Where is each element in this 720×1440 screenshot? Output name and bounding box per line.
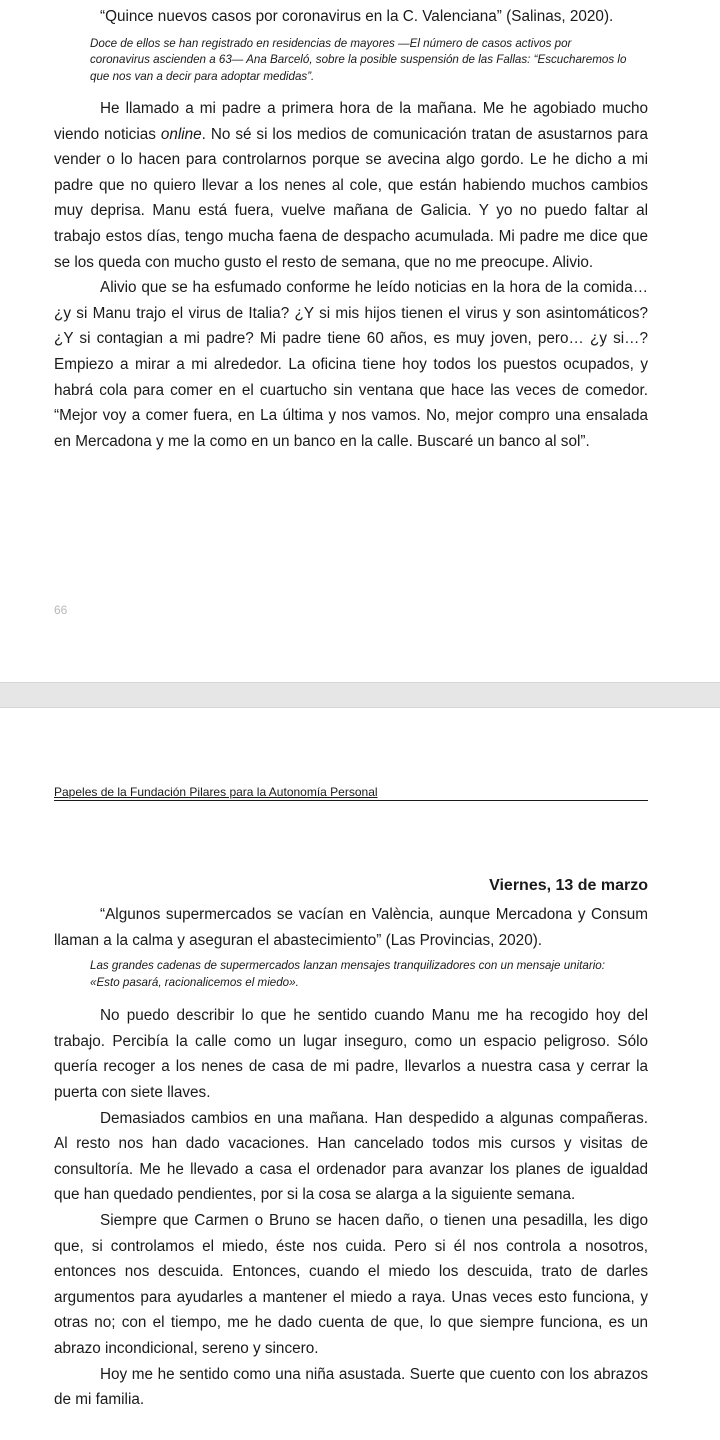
paragraph-text: He llamado a mi padre a primera hora de la mañana. Me he agobiado mucho viendo noticias — [54, 100, 648, 143]
document-page-67 — [0, 708, 720, 1440]
page-67-content — [54, 874, 648, 1413]
running-header — [54, 785, 648, 801]
paragraph-text: . No sé si los medios de comunicación tratan de asustarnos para vender o lo hacen para controlarnos porque se avecina algo gordo. Le he dicho a mi padre que no quiero llevar a los nenes al cole, que están habiendo muchos cambios muy deprisa. Manu está fuera, vuelve mañana de Galicia. Y yo no puedo faltar al trabajo estos días, tengo mucha faena de despacho acumulada. Mi padre me dice que se los queda con mucho gusto el resto de semana, que no me preocupe. Alivio. — [54, 125, 648, 271]
diary-paragraph — [54, 96, 648, 275]
page-separator — [0, 682, 720, 708]
diary-paragraph: Alivio que se ha esfumado conforme he leído noticias en la hora de la comida… ¿y si Manu trajo el virus de Italia? ¿Y si mis hijos tienen el virus y son asintomáticos? ¿Y si contagian a mi padre? Mi padre tiene 60 años, es muy joven, pero… ¿y si…? Empiezo a mirar a mi alrededor. La oficina tiene hoy todos los puestos ocupados, y habrá cola para comer en el cuartucho sin ventana que hace las veces de comedor. “Mejor voy a comer fuera, en La última y nos vamos. No, mejor compro una ensalada en Mercadona y me la como en un banco en la calle. Buscaré un banco al sol”. — [54, 279, 648, 450]
document-page-66 — [0, 0, 720, 682]
page-number: 66 — [54, 603, 68, 617]
news-headline-quote: “Quince nuevos casos por coronavirus en la C. Valenciana” (Salinas, 2020). — [100, 8, 614, 25]
news-excerpt: Doce de ellos se han registrado en residencias de mayores —El número de casos activos por coronavirus ascienden a 63— Ana Barceló, sobre la posible suspensión de las Fallas: “Escucharemos lo que nos van a decir para adoptar medidas”. — [90, 36, 627, 83]
diary-paragraph: Demasiados cambios en una mañana. Han despedido a algunas compañeras. Al resto nos han dado vacaciones. Han cancelado todos mis cursos y visitas de consultoría. Me he llevado a casa el ordenador para avanzar los planes de igualdad que han quedado pendientes, por si la cosa se alarga a la siguiente semana. — [54, 1109, 648, 1204]
running-header-title: Papeles de la Fundación Pilares para la Autonomía Personal — [54, 785, 378, 799]
news-headline-quote: “Algunos supermercados se vacían en València, aunque Mercadona y Consum llaman a la calma y aseguran el abastecimiento” (Las Provincias, 2020). — [54, 906, 648, 949]
diary-paragraph: Siempre que Carmen o Bruno se hacen daño, o tienen una pesadilla, les digo que, si controlamos el miedo, éste nos cuida. Pero si él nos controla a nosotros, entonces nos descuida. Entonces, cuando el miedo los descuida, trato de darles argumentos para ayudarles a mantener el miedo a raya. Unas veces esto funciona, y otras no; con el tiempo, me he dado cuenta de que, lo que siempre funciona, es un abrazo incondicional, sereno y sincero. — [54, 1211, 648, 1357]
italic-term: online — [160, 125, 202, 143]
diary-paragraph: No puedo describir lo que he sentido cuando Manu me ha recogido hoy del trabajo. Percibía la calle como un lugar inseguro, como un espacio peligroso. Sólo quería recoger a los nenes de casa de mi padre, llevarlos a nuestra casa y cerrar la puerta con siete llaves. — [54, 1007, 648, 1101]
diary-paragraph: Hoy me he sentido como una niña asustada. Suerte que cuento con los abrazos de mi familia. — [54, 1365, 648, 1409]
news-excerpt: Las grandes cadenas de supermercados lanzan mensajes tranquilizadores con un mensaje unitario: «Esto pasará, racionalicemos el miedo». — [90, 959, 605, 989]
date-heading: Viernes, 13 de marzo — [489, 877, 648, 894]
page-66-content — [54, 4, 648, 454]
